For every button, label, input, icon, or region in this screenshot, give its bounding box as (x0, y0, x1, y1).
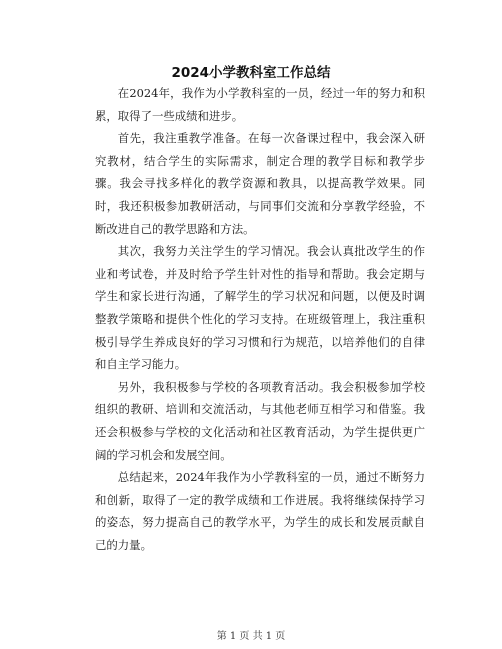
paragraph-intro: 在2024年，我作为小学教科室的一员，经过一年的努力和积累，取得了一些成绩和进步。 (95, 86, 425, 123)
document-title: 2024小学教科室工作总结 (171, 65, 331, 81)
paragraph-summary: 总结起来，2024年我作为小学教科室的一员，通过不断努力和创新，取得了一定的教学成绩和工作进展。我将继续保持学习的姿态，努力提高自己的教学水平，为学生的成长和发展贡献自己的力量。 (95, 470, 425, 552)
paragraph-school-activities: 另外，我积极参与学校的各项教育活动。我会积极参加学校组织的教研、培训和交流活动，与其他老师互相学习和借鉴。我还会积极参与学校的文化活动和社区教育活动，为学生提供更广阔的学习机会和发展空间。 (95, 379, 425, 462)
document-body (95, 82, 425, 556)
paragraph-teaching-preparation: 首先，我注重教学准备。在每一次备课过程中，我会深入研究教材，结合学生的实际需求，制定合理的教学目标和教学步骤。我会寻找多样化的教学资源和教具，以提高教学效果。同时，我还积极参加教研活动，与同事们交流和分享教学经验，不断改进自己的教学思路和方法。 (95, 131, 425, 236)
paragraph-student-learning: 其次，我努力关注学生的学习情况。我会认真批改学生的作业和考试卷，并及时给予学生针对性的指导和帮助。我会定期与学生和家长进行沟通，了解学生的学习状况和问题，以便及时调整教学策略和提供个性化的学习支持。在班级管理上，我注重积极引导学生养成良好的学习习惯和行为规范，以培养他们的自律和自主学习能力。 (95, 244, 425, 372)
page-number-footer: 第 1 页 共 1 页 (216, 631, 286, 642)
